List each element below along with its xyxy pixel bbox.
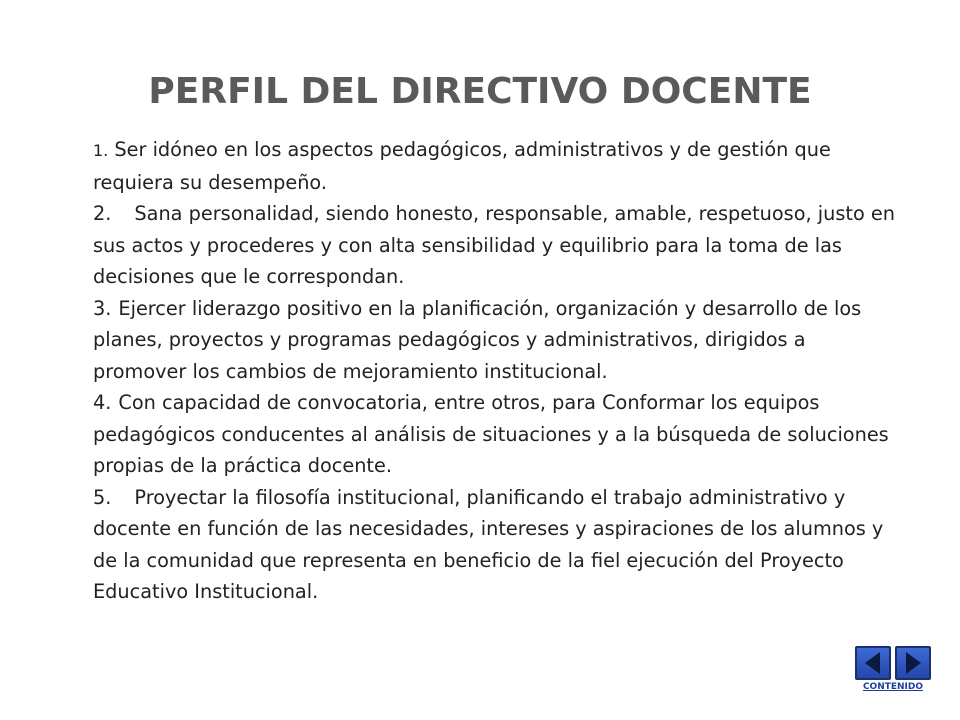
item-text: Ejercer liderazgo positivo en la planificación, organización y desarrollo de los planes, proyectos y programas pedagógicos y administrativos, dirigidos a promover los cambios de mejoramiento institucional. (93, 296, 862, 383)
slide-body (93, 134, 903, 608)
item-text: Sana personalidad, siendo honesto, responsable, amable, respetuoso, justo en sus actos y procederes y con alta sensibilidad y equilibrio para la toma de las decisiones que le correspondan. (93, 202, 895, 288)
list-item (93, 134, 903, 198)
slide-navigation (853, 646, 933, 696)
slide-title: PERFIL DEL DIRECTIVO DOCENTE (148, 71, 812, 112)
item-text: Con capacidad de convocatoria, entre otros, para Conformar los equipos pedagógicos conducentes al análisis de situaciones y a la búsqueda de soluciones propias de la práctica docente. (93, 391, 889, 477)
list-item (93, 293, 903, 388)
item-number: 3. (93, 296, 112, 320)
item-text: Proyectar la filosofía institucional, planificando el trabajo administrativo y docente en función de las necesidades, intereses y aspiraciones de los alumnos y de la comunidad que representa en beneficio de la fiel ejecución del Proyecto Educativo Institucional. (93, 485, 884, 603)
item-text: Ser idóneo en los aspectos pedagógicos, administrativos y de gestión que requiera su desempeño. (93, 138, 831, 194)
item-number: 1. (93, 141, 109, 160)
contents-link[interactable]: CONTENIDO (862, 682, 924, 692)
list-item (93, 482, 903, 608)
list-item (93, 198, 903, 293)
triangle-left-icon (857, 648, 889, 678)
item-number: 4. (93, 391, 112, 414)
list-item (93, 387, 903, 482)
previous-slide-button[interactable] (855, 646, 891, 680)
item-number: 5. (93, 485, 112, 509)
item-number: 2. (93, 202, 112, 225)
triangle-right-icon (897, 648, 929, 678)
next-slide-button[interactable] (895, 646, 931, 680)
